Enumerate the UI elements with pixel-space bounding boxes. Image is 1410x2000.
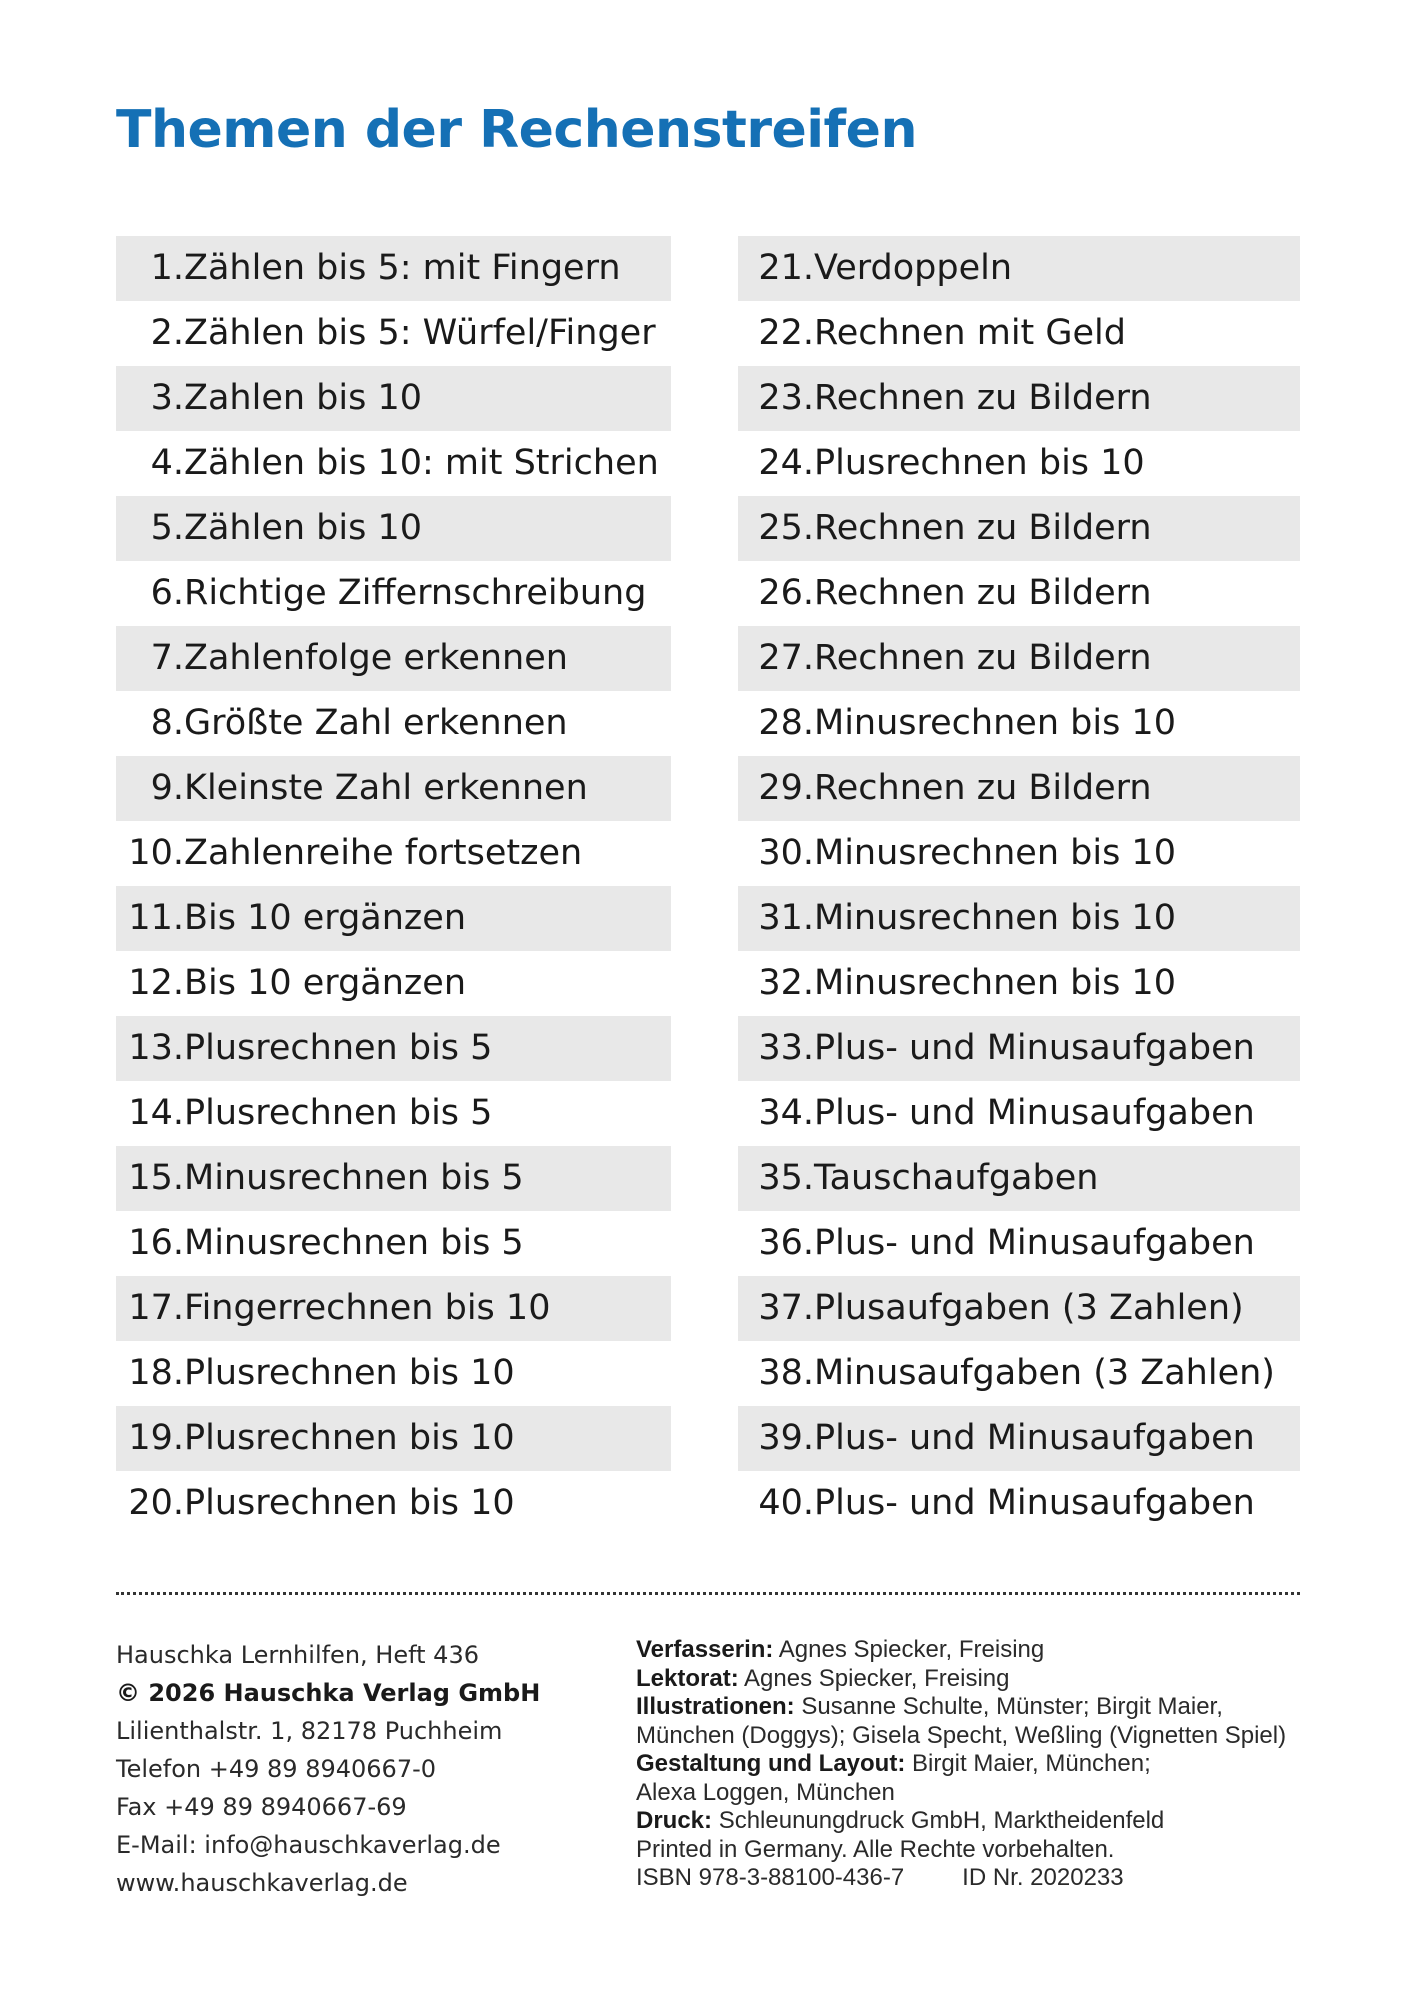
topic-text: Plus- und Minusaufgaben <box>814 1483 1255 1523</box>
topic-number: 10. <box>128 833 184 873</box>
topic-row <box>116 1211 671 1276</box>
topic-text: Minusrechnen bis 5 <box>184 1158 524 1198</box>
topic-row <box>738 1276 1300 1341</box>
topic-text: Plusrechnen bis 5 <box>184 1093 493 1133</box>
topic-number: 23. <box>758 378 814 418</box>
topic-text: Plus- und Minusaufgaben <box>814 1223 1255 1263</box>
topic-text: Rechnen zu Bildern <box>814 573 1152 613</box>
topic-number: 8. <box>150 703 184 743</box>
topic-text: Plusaufgaben (3 Zahlen) <box>814 1288 1244 1328</box>
isbn-line <box>636 1864 1316 1893</box>
topic-row <box>738 301 1300 366</box>
topic-number: 33. <box>758 1028 814 1068</box>
copyright-line: © 2026 Hauschka Verlag GmbH <box>116 1679 541 1707</box>
topic-number: 1. <box>150 248 184 288</box>
topic-number: 40. <box>758 1483 814 1523</box>
topic-text: Rechnen zu Bildern <box>814 768 1152 808</box>
topic-row <box>116 691 671 756</box>
topic-text: Minusrechnen bis 10 <box>814 703 1176 743</box>
topic-number: 19. <box>128 1418 184 1458</box>
topic-row <box>738 1341 1300 1406</box>
topic-text: Rechnen zu Bildern <box>814 638 1152 678</box>
topic-row <box>738 431 1300 496</box>
topic-row <box>116 1471 671 1536</box>
topic-row <box>738 886 1300 951</box>
topic-text: Minusaufgaben (3 Zahlen) <box>814 1353 1275 1393</box>
rights-line: Printed in Germany. Alle Rechte vorbehalten. <box>636 1835 1115 1863</box>
editor-label: Lektorat: <box>636 1664 739 1692</box>
topic-number: 36. <box>758 1223 814 1263</box>
topic-row <box>738 1471 1300 1536</box>
topic-number: 31. <box>758 898 814 938</box>
topic-number: 22. <box>758 313 814 353</box>
topic-row <box>116 1146 671 1211</box>
topic-number: 12. <box>128 963 184 1003</box>
isbn-value: ISBN 978-3-88100-436-7 <box>636 1864 905 1891</box>
topic-text: Größte Zahl erkennen <box>184 703 568 743</box>
topic-row <box>738 1211 1300 1276</box>
design-line <box>636 1750 1316 1779</box>
topic-text: Verdoppeln <box>814 248 1013 288</box>
phone-line: Telefon +49 89 8940667-0 <box>116 1755 437 1783</box>
topic-row <box>116 821 671 886</box>
topic-number: 13. <box>128 1028 184 1068</box>
topic-row <box>738 626 1300 691</box>
topic-row <box>116 1341 671 1406</box>
topic-row <box>116 496 671 561</box>
topic-text: Plusrechnen bis 10 <box>184 1483 515 1523</box>
topic-text: Rechnen zu Bildern <box>814 508 1152 548</box>
topic-text: Fingerrechnen bis 10 <box>184 1288 551 1328</box>
publisher-imprint <box>116 1636 596 1902</box>
topic-row <box>116 886 671 951</box>
topic-text: Zählen bis 10 <box>184 508 423 548</box>
topic-text: Bis 10 ergänzen <box>184 963 466 1003</box>
topic-row <box>116 626 671 691</box>
fax-line: Fax +49 89 8940667-69 <box>116 1793 407 1821</box>
design-line-2 <box>636 1779 1316 1808</box>
topic-number: 9. <box>150 768 184 808</box>
topic-row <box>738 561 1300 626</box>
topic-text: Plus- und Minusaufgaben <box>814 1418 1255 1458</box>
topic-number: 21. <box>758 248 814 288</box>
topic-row <box>738 1081 1300 1146</box>
topic-number: 38. <box>758 1353 814 1393</box>
author-label: Verfasserin: <box>636 1636 774 1663</box>
topic-row <box>116 366 671 431</box>
illustrations-line <box>636 1693 1316 1722</box>
editor-line <box>636 1665 1316 1694</box>
id-number: ID Nr. 2020233 <box>962 1864 1124 1891</box>
illustrations-label: Illustrationen: <box>636 1693 795 1720</box>
illustrations-line-2 <box>636 1722 1316 1751</box>
topic-text: Rechnen mit Geld <box>814 313 1126 353</box>
print-line <box>636 1807 1316 1836</box>
topic-row <box>116 1276 671 1341</box>
editor-value: Agnes Spiecker, Freising <box>744 1664 1010 1692</box>
illustrations-value-2: München (Doggys); Gisela Specht, Weßling (Vignetten Spiel) <box>636 1721 1287 1749</box>
topic-number: 20. <box>128 1483 184 1523</box>
topic-number: 34. <box>758 1093 814 1133</box>
topic-number: 30. <box>758 833 814 873</box>
topic-row <box>116 951 671 1016</box>
topic-number: 27. <box>758 638 814 678</box>
series-line: Hauschka Lernhilfen, Heft 436 <box>116 1641 479 1669</box>
topic-number: 26. <box>758 573 814 613</box>
author-value: Agnes Spiecker, Freising <box>778 1636 1045 1663</box>
topic-row <box>116 561 671 626</box>
topic-row <box>738 756 1300 821</box>
topic-text: Richtige Ziffernschreibung <box>184 573 647 613</box>
topic-row <box>738 366 1300 431</box>
illustrations-value: Susanne Schulte, Münster; Birgit Maier, <box>801 1693 1223 1720</box>
design-label: Gestaltung und Layout: <box>636 1750 906 1777</box>
topic-text: Zählen bis 5: mit Fingern <box>184 248 621 288</box>
topic-row <box>116 756 671 821</box>
topic-text: Kleinste Zahl erkennen <box>184 768 588 808</box>
design-value: Birgit Maier, München; <box>912 1750 1151 1777</box>
topic-row <box>738 496 1300 561</box>
topic-number: 6. <box>150 573 184 613</box>
topic-text: Rechnen zu Bildern <box>814 378 1152 418</box>
topic-row <box>738 951 1300 1016</box>
topic-row <box>116 431 671 496</box>
topic-number: 15. <box>128 1158 184 1198</box>
topic-number: 18. <box>128 1353 184 1393</box>
topic-number: 24. <box>758 443 814 483</box>
topic-number: 28. <box>758 703 814 743</box>
topic-number: 5. <box>150 508 184 548</box>
topic-row <box>738 1016 1300 1081</box>
topic-number: 37. <box>758 1288 814 1328</box>
topic-text: Zählen bis 10: mit Strichen <box>184 443 659 483</box>
topic-number: 2. <box>150 313 184 353</box>
topic-number: 39. <box>758 1418 814 1458</box>
topic-text: Zahlenreihe fortsetzen <box>184 833 583 873</box>
topic-text: Plusrechnen bis 10 <box>184 1353 515 1393</box>
topic-row <box>738 691 1300 756</box>
credits-imprint <box>636 1636 1316 1893</box>
topic-row <box>116 301 671 366</box>
topic-text: Plus- und Minusaufgaben <box>814 1028 1255 1068</box>
topic-row <box>738 1406 1300 1471</box>
topic-number: 7. <box>150 638 184 678</box>
topic-number: 3. <box>150 378 184 418</box>
topic-number: 32. <box>758 963 814 1003</box>
topic-text: Tauschaufgaben <box>814 1158 1099 1198</box>
topic-number: 29. <box>758 768 814 808</box>
email-line: E-Mail: info@hauschkaverlag.de <box>116 1831 501 1859</box>
topic-number: 35. <box>758 1158 814 1198</box>
dotted-divider <box>116 1592 1300 1595</box>
topic-number: 14. <box>128 1093 184 1133</box>
topic-row <box>738 236 1300 301</box>
topic-row <box>116 1016 671 1081</box>
topic-row <box>116 1406 671 1471</box>
topic-number: 16. <box>128 1223 184 1263</box>
topic-text: Zahlen bis 10 <box>184 378 423 418</box>
topic-text: Minusrechnen bis 10 <box>814 898 1176 938</box>
topic-text: Minusrechnen bis 10 <box>814 833 1176 873</box>
print-label: Druck: <box>636 1807 713 1834</box>
topic-number: 11. <box>128 898 184 938</box>
topics-list-left <box>116 236 671 1536</box>
website-line: www.hauschkaverlag.de <box>116 1869 408 1897</box>
topic-text: Plus- und Minusaufgaben <box>814 1093 1255 1133</box>
topic-text: Zahlenfolge erkennen <box>184 638 568 678</box>
address-line: Lilienthalstr. 1, 82178 Puchheim <box>116 1717 503 1745</box>
topic-text: Bis 10 ergänzen <box>184 898 466 938</box>
topic-text: Plusrechnen bis 10 <box>184 1418 515 1458</box>
topic-text: Plusrechnen bis 5 <box>184 1028 493 1068</box>
topic-text: Zählen bis 5: Würfel/Finger <box>184 313 656 353</box>
topic-number: 25. <box>758 508 814 548</box>
design-value-2: Alexa Loggen, München <box>636 1778 895 1806</box>
page-title: Themen der Rechenstreifen <box>116 100 917 160</box>
topic-text: Minusrechnen bis 10 <box>814 963 1176 1003</box>
print-value: Schleunungdruck GmbH, Marktheidenfeld <box>718 1807 1165 1834</box>
author-line <box>636 1636 1316 1665</box>
topic-row <box>116 236 671 301</box>
topic-row <box>738 1146 1300 1211</box>
topic-row <box>116 1081 671 1146</box>
topic-text: Plusrechnen bis 10 <box>814 443 1145 483</box>
topics-list-right <box>738 236 1300 1536</box>
topic-number: 17. <box>128 1288 184 1328</box>
topic-row <box>738 821 1300 886</box>
topic-text: Minusrechnen bis 5 <box>184 1223 524 1263</box>
topic-number: 4. <box>150 443 184 483</box>
